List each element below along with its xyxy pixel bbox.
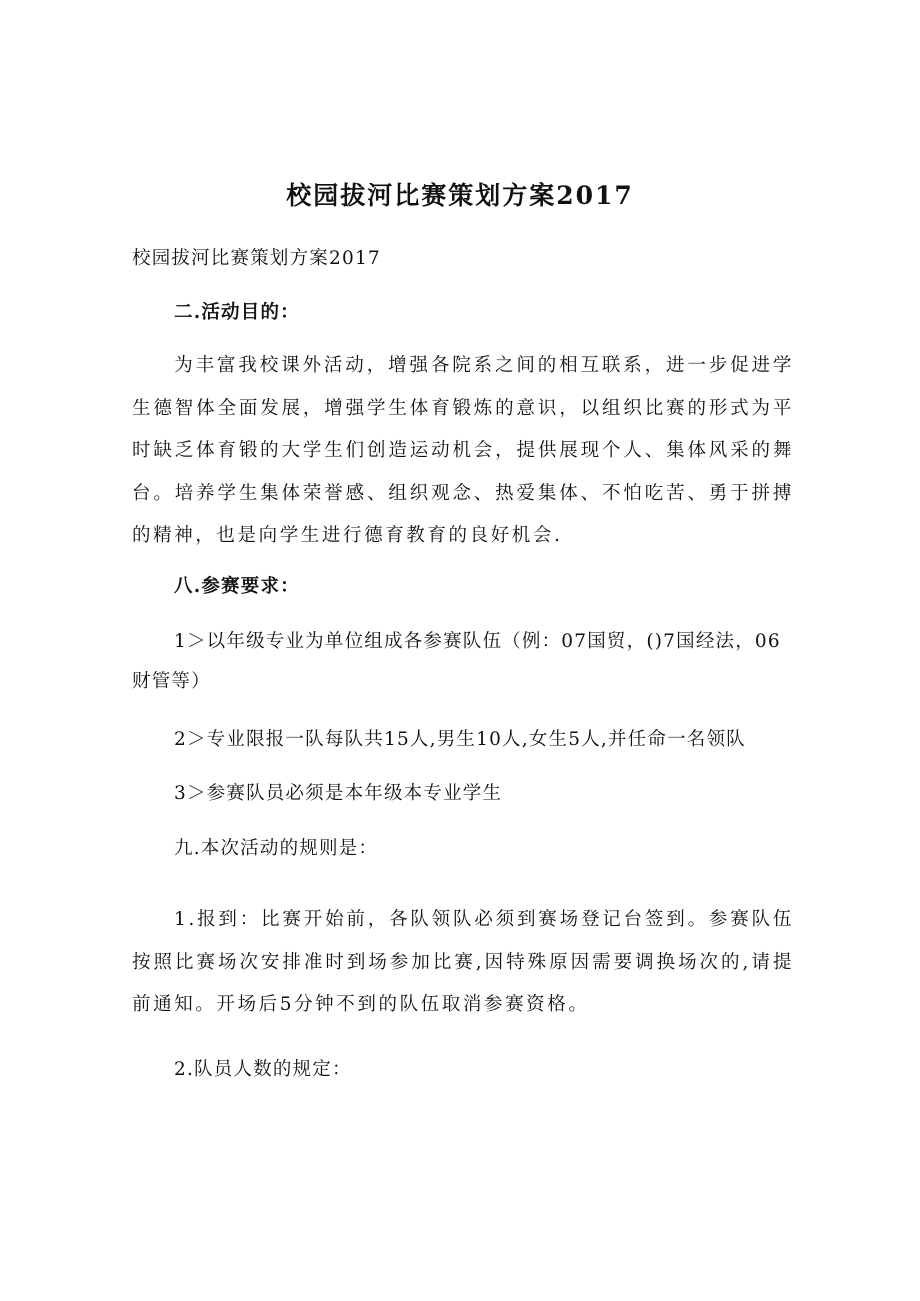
rule-1-text: 1.报到：比赛开始前，各队领队必须到赛场登记台签到。参赛队伍按照比赛场次安排准时到场参加比赛,因特殊原因需要调换场次的,请提前通知。开场后5分钟不到的队伍取消参赛资格。 [132,909,794,1015]
requirement-3: 3＞参赛队员必须是本年级本专业学生 [174,783,503,804]
purpose-paragraph [132,345,794,558]
rules-heading: 九.本次活动的规则是： [174,838,379,859]
requirement-2: 2＞专业限报一队每队共15人,男生10人,女生5人,并任命一名领队 [174,729,746,750]
requirements-heading: 八.参赛要求： [174,576,300,597]
purpose-heading: 二.活动目的： [174,302,300,323]
rule-1-paragraph [132,899,794,1027]
purpose-paragraph-text: 为丰富我校课外活动，增强各院系之间的相互联系，进一步促进学生德智体全面发展，增强学生体育锻炼的意识，以组织比赛的形式为平时缺乏体育锻的大学生们创造运动机会，提供展现个人、集体风采的舞台。培养学生集体荣誉感、组织观念、热爱集体、不怕吃苦、勇于拼搏的精神，也是向学生进行德育教育的良好机会. [132,355,794,546]
document-title: 校园拔河比赛策划方案2017 [286,181,634,210]
requirement-1-line-1: 1＞以年级专业为单位组成各参赛队伍（例：07国贸，()7国经法，06 [174,631,781,652]
rule-2: 2.队员人数的规定： [174,1059,352,1080]
document-subtitle: 校园拔河比赛策划方案2017 [132,248,381,269]
requirement-1-line-2: 财管等） [132,671,211,692]
